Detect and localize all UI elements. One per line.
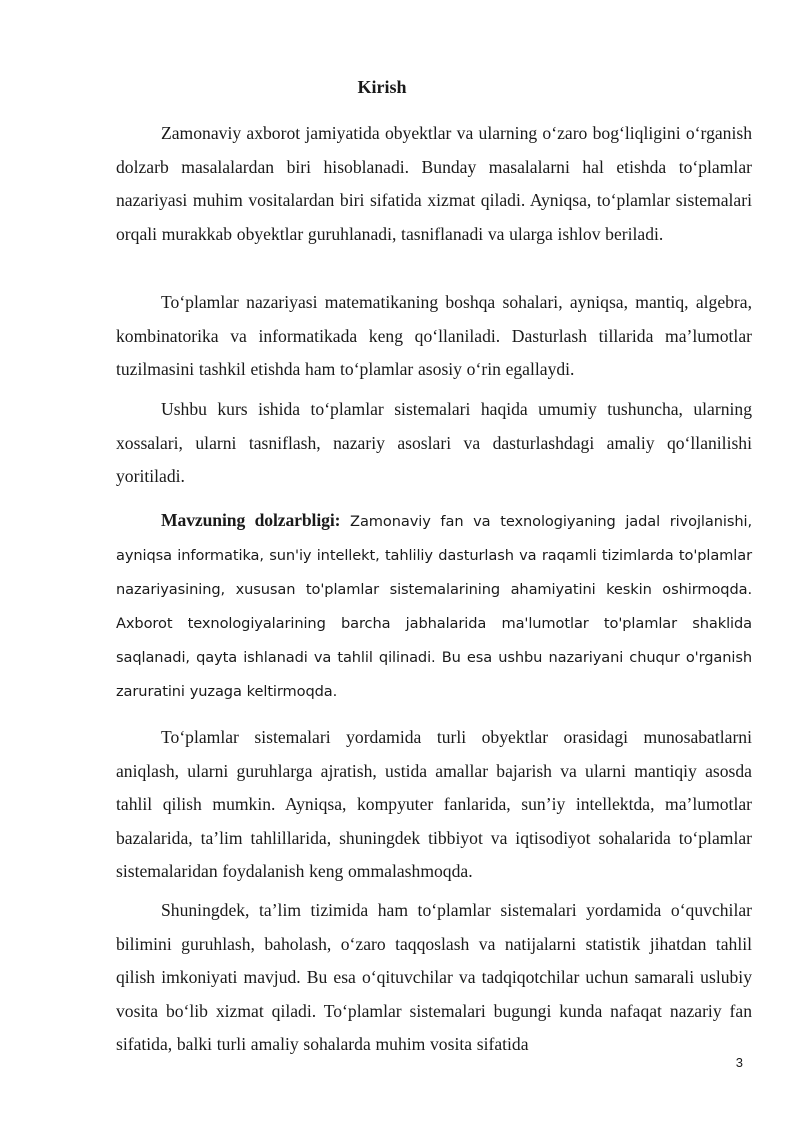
paragraph-relevance [116,503,752,709]
paragraph-applications: To‘plamlar sistemalari yordamida turli obyektlar orasidagi munosabatlarni aniqlash, ularni guruhlarga ajratish, ustida amallar bajarish va ularni mantiqiy asosda tahlil qilish mumkin. Ayniqsa, kompyuter fanlarida, sun’iy intellektda, ma’lumotlar bazalarida, ta’lim tahlillarida, shuningdek tibbiyot va iqtisodiyot sohalarida to‘plamlar sistemalaridan foydalanish keng ommalashmoqda. [116,727,752,882]
paragraph-course-work: Ushbu kurs ishida to‘plamlar sistemalari haqida umumiy tushuncha, ularning xossalari, ularni tasniflash, nazariy asoslari va dasturlashdagi amaliy qo‘llanilishi yoritiladi. [116,399,752,487]
paragraph-education: Shuningdek, ta’lim tizimida ham to‘plamlar sistemalari yordamida o‘quvchilar bilimini guruhlash, baholash, o‘zaro taqqoslash va natijalarni statistik jihatdan tahlil qilish imkoniyati mavjud. Bu esa o‘qituvchilar va tadqiqotchilar uchun samarali uslubiy vosita bo‘lib xizmat qiladi. To‘plamlar sistemalari bugungi kunda nafaqat nazariy fan sifatida, balki turli amaliy sohalarda muhim vosita sifatida [116,900,752,1055]
relevance-label: Mavzuning dolzarbligi: [161,510,341,530]
page-title: Kirish [357,77,407,97]
paragraph-set-theory: To‘plamlar nazariyasi matematikaning boshqa sohalari, ayniqsa, mantiq, algebra, kombinatorika va informatikada keng qo‘llaniladi. Dasturlash tillarida ma’lumotlar tuzilmasini tashkil etishda ham to‘plamlar asosiy o‘rin egallaydi. [116,292,752,380]
relevance-text: Zamonaviy fan va texnologiyaning jadal rivojlanishi, ayniqsa informatika, sun'iy intellekt, tahliliy dasturlash va raqamli tizimlarda to'plamlar nazariyasining, xususan to'plamlar sistemalarining ahamiyatini keskin oshirmoqda. Axborot texnologiyalarining barcha jabhalarida ma'lumotlar to'plamlar shaklida saqlanadi, qayta ishlanadi va tahlil qilinadi. Bu esa ushbu nazariyani chuqur o'rganish zaruratini yuzaga keltirmoqda. [116,513,752,700]
page-number: 3 [735,1055,743,1070]
paragraph-intro: Zamonaviy axborot jamiyatida obyektlar va ularning o‘zaro bog‘liqligini o‘rganish dolzarb masalalardan biri hisoblanadi. Bunday masalalarni hal etishda to‘plamlar nazariyasi muhim vositalardan biri sifatida xizmat qiladi. Ayniqsa, to‘plamlar sistemalari orqali murakkab obyektlar guruhlanadi, tasniflanadi va ularga ishlov beriladi. [116,123,752,244]
